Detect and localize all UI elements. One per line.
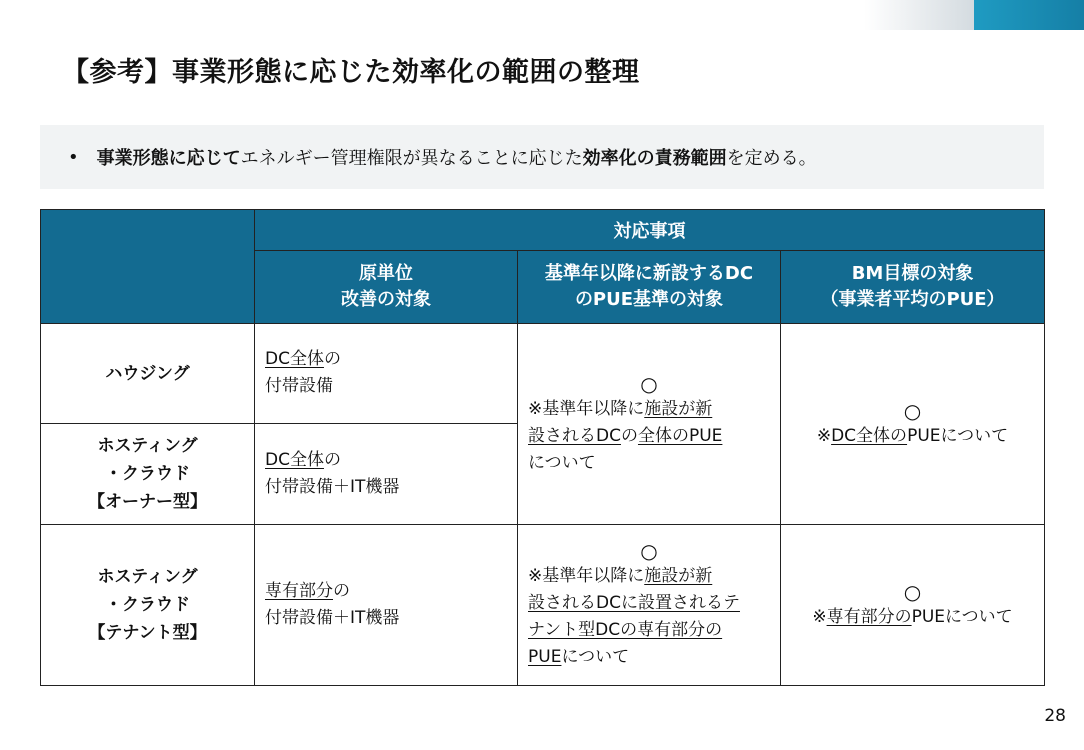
merged-col2-text6: について [528,452,596,473]
summary-bold-1: 事業形態に応じて [96,148,241,169]
merged-col2-text3: 設されるDC [528,425,621,446]
merged-col2-text2: 施設が新 [644,398,713,419]
row-label-housing [41,324,255,424]
merged-col2-text5: 全体のPUE [637,425,723,446]
row-label-owner-line2: ・クラウド [105,464,190,484]
tenant-col3-text1: ※ [812,606,827,627]
summary-bold-2: 効率化の責務範囲 [582,148,727,169]
tenant-col3-text3: PUEについて [911,606,1013,627]
bullet-icon: • [68,146,79,168]
owner-scope-line2: 付帯設備＋IT機器 [265,477,400,497]
header-empty-cell [41,210,255,324]
merged-col2-text4: の [620,425,638,446]
header-col1-line1: 原単位 [359,263,413,284]
row-label-owner-line1: ホスティング [97,436,198,456]
tenant-bm-target-cell [781,525,1045,686]
merged-pue-standard-cell [518,324,781,525]
tenant-pue-standard-cell [518,525,781,686]
tenant-col2-text4: ナント型DCの専有部分の [528,620,723,640]
header-col2-line1: 基準年以降に新設するDC [544,263,754,284]
row-label-tenant-line3: 【テナント型】 [88,623,207,643]
tenant-scope-suffix: の [333,581,350,601]
merged-col3-text1: ※ [816,425,832,446]
header-col3-line2: （事業者平均のPUE） [820,289,1005,310]
circle-mark-icon: ○ [640,539,658,563]
circle-mark-icon: ○ [640,371,658,396]
table-row-housing [41,324,1045,424]
table-row-hosting-tenant [41,525,1045,686]
tenant-scope-underlined: 専有部分 [265,581,333,601]
merged-col3-text2: DC全体の [831,425,908,446]
summary-text-2: エネルギー管理権限が異なることに応じた [240,148,583,169]
tenant-intensity-cell [255,525,518,686]
header-accent-bar [974,0,1084,30]
housing-scope-underlined: DC全体 [265,349,324,369]
housing-intensity-cell [255,324,518,424]
tenant-col2-text1: ※基準年以降に [528,566,645,586]
merged-col3-text3: PUEについて [907,425,1009,446]
header-col-pue-standard [518,251,781,324]
housing-scope-line2: 付帯設備 [265,376,333,396]
row-label-housing-text: ハウジング [105,363,190,384]
header-col-intensity [255,251,518,324]
summary-text [97,144,817,170]
owner-scope-suffix: の [323,450,341,470]
housing-scope-suffix: の [323,349,341,369]
header-group-cell: 対応事項 [255,210,1045,251]
row-label-hosting-tenant [41,525,255,686]
tenant-col2-text2: 施設が新 [644,566,713,586]
row-label-tenant-line2: ・クラウド [105,595,190,615]
tenant-col2-text5: PUE [528,647,562,667]
tenant-scope-line2: 付帯設備＋IT機器 [265,608,400,628]
row-label-tenant-line1: ホスティング [97,567,198,587]
circle-mark-icon: ○ [903,398,922,423]
tenant-col2-text3: 設されるDCに設置されるテ [528,593,740,613]
page-number: 28 [1044,706,1066,726]
slide-title: 【参考】事業形態に応じた効率化の範囲の整理 [62,57,640,88]
owner-intensity-cell [255,424,518,525]
header-gradient-bar [864,0,974,30]
merged-col2-text1: ※基準年以降に [528,398,645,419]
header-col2-line2: のPUE基準の対象 [574,289,724,310]
merged-bm-target-cell [781,324,1045,525]
summary-text-4: を定める。 [726,148,817,169]
header-col-bm-target [781,251,1045,324]
tenant-col2-text6: について [561,647,630,667]
row-label-owner-line3: 【オーナー型】 [88,492,207,512]
summary-box [40,125,1044,189]
owner-scope-underlined: DC全体 [265,450,324,470]
row-label-hosting-owner [41,424,255,525]
circle-mark-icon: ○ [903,579,922,604]
scope-table [40,209,1045,686]
header-col3-line1: BM目標の対象 [851,263,974,284]
header-col1-line2: 改善の対象 [341,289,431,310]
tenant-col3-text2: 専有部分の [826,606,912,627]
